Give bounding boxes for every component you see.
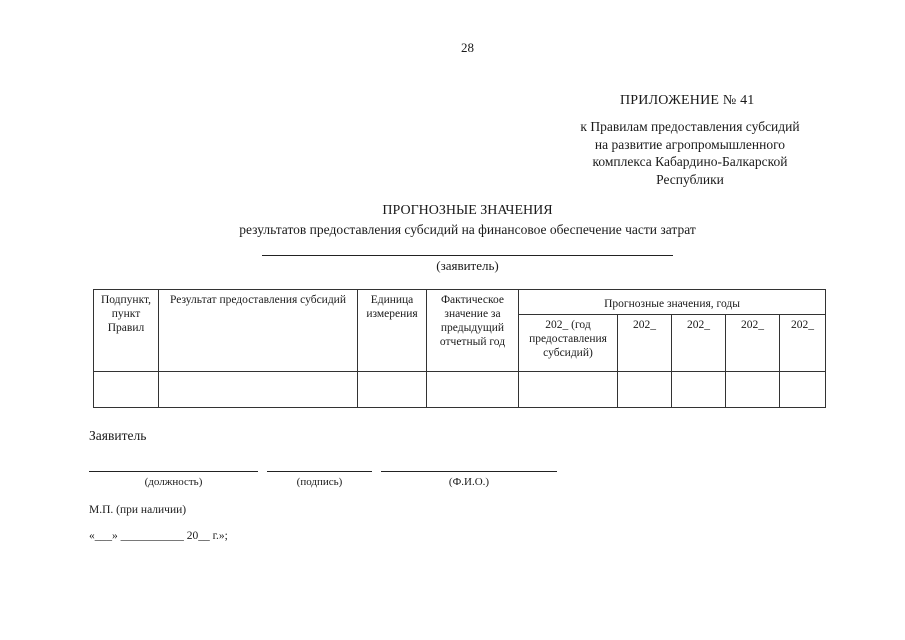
applicant-caption: (заявитель): [436, 258, 499, 273]
document-subtitle: результатов предоставления субсидий на финансовое обеспечение части затрат: [239, 222, 696, 237]
table-cell: [618, 371, 672, 407]
header-unit: Единица измерения: [358, 290, 427, 372]
header-year: 202_: [726, 315, 780, 371]
appendix-subtitle-line: на развитие агропромышленного: [594, 136, 786, 152]
header-subclause: Подпункт, пункт Правил: [94, 290, 159, 372]
document-title: ПРОГНОЗНЫЕ ЗНАЧЕНИЯ: [382, 203, 553, 218]
page-number: 28: [461, 40, 474, 55]
table-row: [94, 371, 826, 407]
header-actual: Фактическое значение за предыдущий отчетный год: [427, 290, 519, 372]
header-result: Результат предоставления субсидий: [159, 290, 358, 372]
appendix-title: ПРИЛОЖЕНИЕ № 41: [620, 93, 755, 108]
header-year: 202_: [672, 315, 726, 371]
table-cell: [672, 371, 726, 407]
table-cell: [427, 371, 519, 407]
stamp-note: М.П. (при наличии): [89, 504, 187, 516]
table-cell: [94, 371, 159, 407]
table-cell: [780, 371, 826, 407]
name-underline: [381, 471, 557, 472]
table-cell: [358, 371, 427, 407]
position-underline: [89, 471, 258, 472]
table-cell: [519, 371, 618, 407]
appendix-subtitle-line: Республики: [656, 171, 724, 187]
header-forecast-group: Прогнозные значения, годы: [519, 290, 826, 315]
table-cell: [159, 371, 358, 407]
signature-underline: [267, 471, 372, 472]
header-year: 202_ (год предоставления субсидий): [519, 315, 618, 371]
table-cell: [726, 371, 780, 407]
appendix-subtitle-line: к Правилам предоставления субсидий: [580, 119, 800, 134]
forecast-table: [93, 289, 826, 408]
applicant-label: Заявитель: [89, 428, 147, 443]
applicant-underline: [262, 255, 673, 256]
appendix-subtitle-line: комплекса Кабардино-Балкарской: [592, 154, 788, 169]
header-year: 202_: [780, 315, 826, 371]
name-caption: (Ф.И.О.): [448, 476, 490, 488]
position-caption: (должность): [144, 476, 203, 488]
date-line: «___» ___________ 20__ г.»;: [89, 530, 228, 542]
header-year: 202_: [618, 315, 672, 371]
appendix-subtitle: [540, 118, 840, 188]
signature-caption: (подпись): [296, 476, 343, 488]
